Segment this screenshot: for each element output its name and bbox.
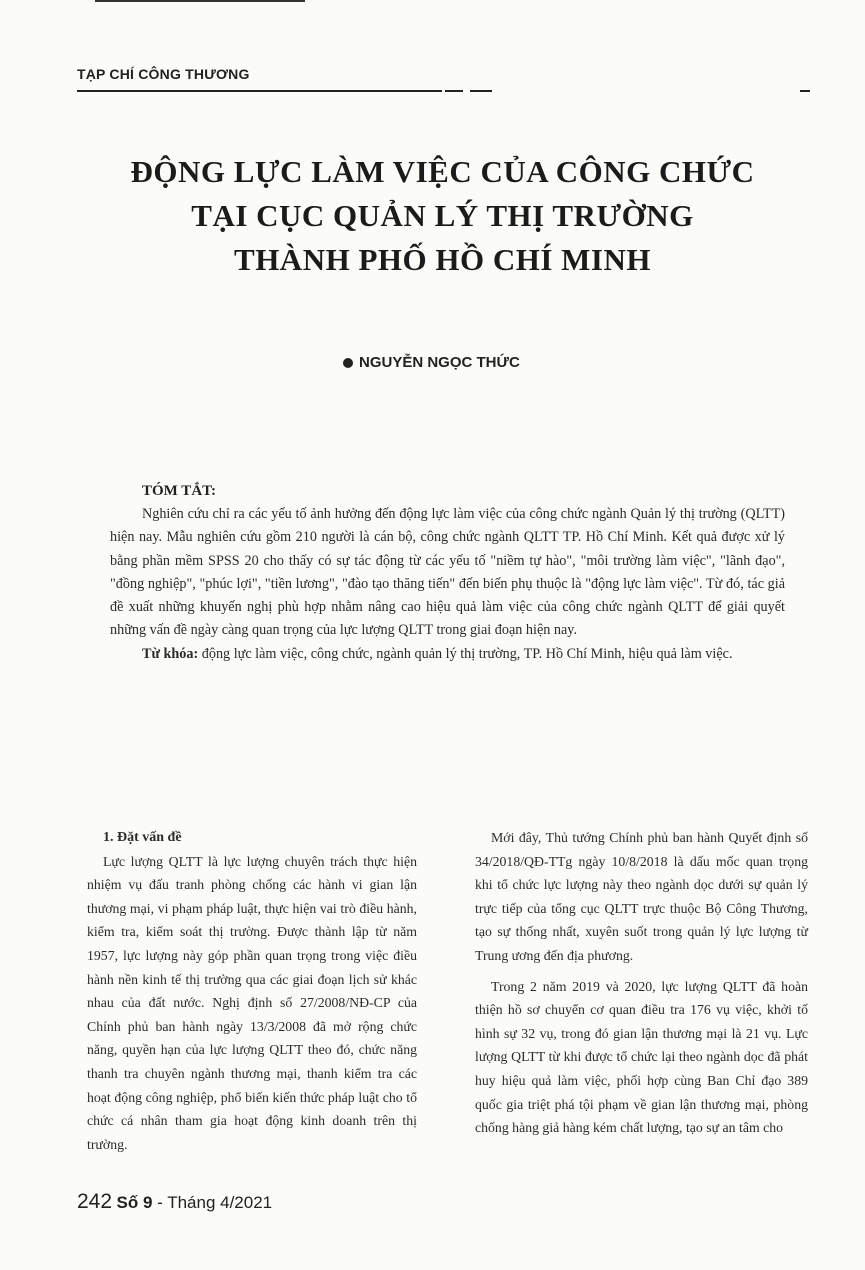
header-rule-segment: [800, 90, 810, 92]
top-rule: [95, 0, 305, 2]
title-line: ĐỘNG LỰC LÀM VIỆC CỦA CÔNG CHỨC: [130, 154, 755, 189]
paragraph: Trong 2 năm 2019 và 2020, lực lượng QLTT đã hoàn thiện hồ sơ chuyển cơ quan điều tra 176 vụ việc, khởi tố hình sự 32 vụ, trong đó gian lận thương mại là 21 vụ. Lực lượng QLTT từ khi được tổ chức lại theo ngành dọc đã phát huy hiệu quả làm việc, phối hợp cùng Ban Chỉ đạo 389 quốc gia triệt phá tội phạm về gian lận thương mại, phòng chống hàng giả hàng kém chất lượng, tạo sự an tâm cho: [475, 978, 808, 1136]
left-column: [87, 826, 417, 1163]
bullet-icon: [343, 358, 353, 368]
issue-date: - Tháng 4/2021: [152, 1193, 273, 1212]
title-line: THÀNH PHỐ HỒ CHÍ MINH: [234, 242, 651, 277]
keywords-label: Từ khóa:: [142, 645, 199, 662]
abstract-heading: TÓM TẮT:: [142, 483, 217, 499]
keywords: [110, 643, 785, 666]
page-number: 242: [77, 1190, 113, 1213]
journal-header: TẠP CHÍ CÔNG THƯƠNG: [77, 66, 250, 82]
article-title: [60, 150, 825, 282]
author-line: [343, 354, 520, 371]
section-heading: 1. Đặt vấn đề: [103, 830, 182, 845]
abstract-body: Nghiên cứu chỉ ra các yếu tố ảnh hưởng đến động lực làm việc của công chức ngành Quản lý thị trường (QLTT) hiện nay. Mẫu nghiên cứu gồm 210 người là cán bộ, công chức ngành QLTT TP. Hồ Chí Minh. Kết quả được xử lý bằng phần mềm SPSS 20 cho thấy có sự tác động từ các yếu tố "niềm tự hào", "môi trường làm việc", "lãnh đạo", "đồng nghiệp", "phúc lợi", "tiền lương", "đào tạo thăng tiến" đến biến phụ thuộc là "động lực làm việc". Từ đó, tác giả đề xuất những khuyến nghị phù hợp nhằm nâng cao hiệu quả làm việc của công chức ngành QLTT để giải quyết những vấn đề ngày càng quan trọng của lực lượng QLTT trong giai đoạn hiện nay.: [110, 506, 785, 639]
abstract: [110, 503, 785, 666]
header-rule: [77, 90, 442, 92]
header-rule-segment: [470, 90, 492, 92]
paragraph: Mới đây, Thủ tướng Chính phủ ban hành Quyết định số 34/2018/QĐ-TTg ngày 10/8/2018 là dấu mốc quan trọng khi tổ chức lực lượng này theo ngành dọc dưới sự quản lý trực tiếp của tổng cục QLTT trực thuộc Bộ Công Thương, tạo sự thống nhất, xuyên suốt trong quản lý lực lượng từ Trung ương đến địa phương.: [475, 830, 808, 963]
issue-label: Số 9: [116, 1193, 153, 1212]
author-name: NGUYỄN NGỌC THỨC: [359, 354, 520, 371]
paragraph: Lực lượng QLTT là lực lượng chuyên trách thực hiện nhiệm vụ đấu tranh phòng chống các hành vi gian lận thương mại, vi phạm pháp luật, thực hiện vai trò điều hành, kiểm tra, kiểm soát thị trường. Được thành lập từ năm 1957, lực lượng này góp phần quan trọng trong việc điều hành nền kinh tế thị trường qua các giai đoạn lịch sử khác nhau của đất nước. Nghị định số 27/2008/NĐ-CP của Chính phủ ban hành ngày 13/3/2008 đã mở rộng chức năng, quyền hạn của lực lượng QLTT theo đó, chức năng thanh tra chuyên ngành thương mại, thanh kiểm tra các hoạt động công nghiệp, phổ biến kiến thức pháp luật cho tổ chức cá nhân tham gia hoạt động kinh doanh trên thị trường.: [87, 853, 417, 1152]
page-footer: [77, 1190, 272, 1214]
header-rule-segment: [445, 90, 463, 92]
title-line: TẠI CỤC QUẢN LÝ THỊ TRƯỜNG: [191, 198, 694, 233]
right-column: [475, 826, 808, 1147]
keywords-text: động lực làm việc, công chức, ngành quản lý thị trường, TP. Hồ Chí Minh, hiệu quả làm việc.: [198, 645, 733, 662]
